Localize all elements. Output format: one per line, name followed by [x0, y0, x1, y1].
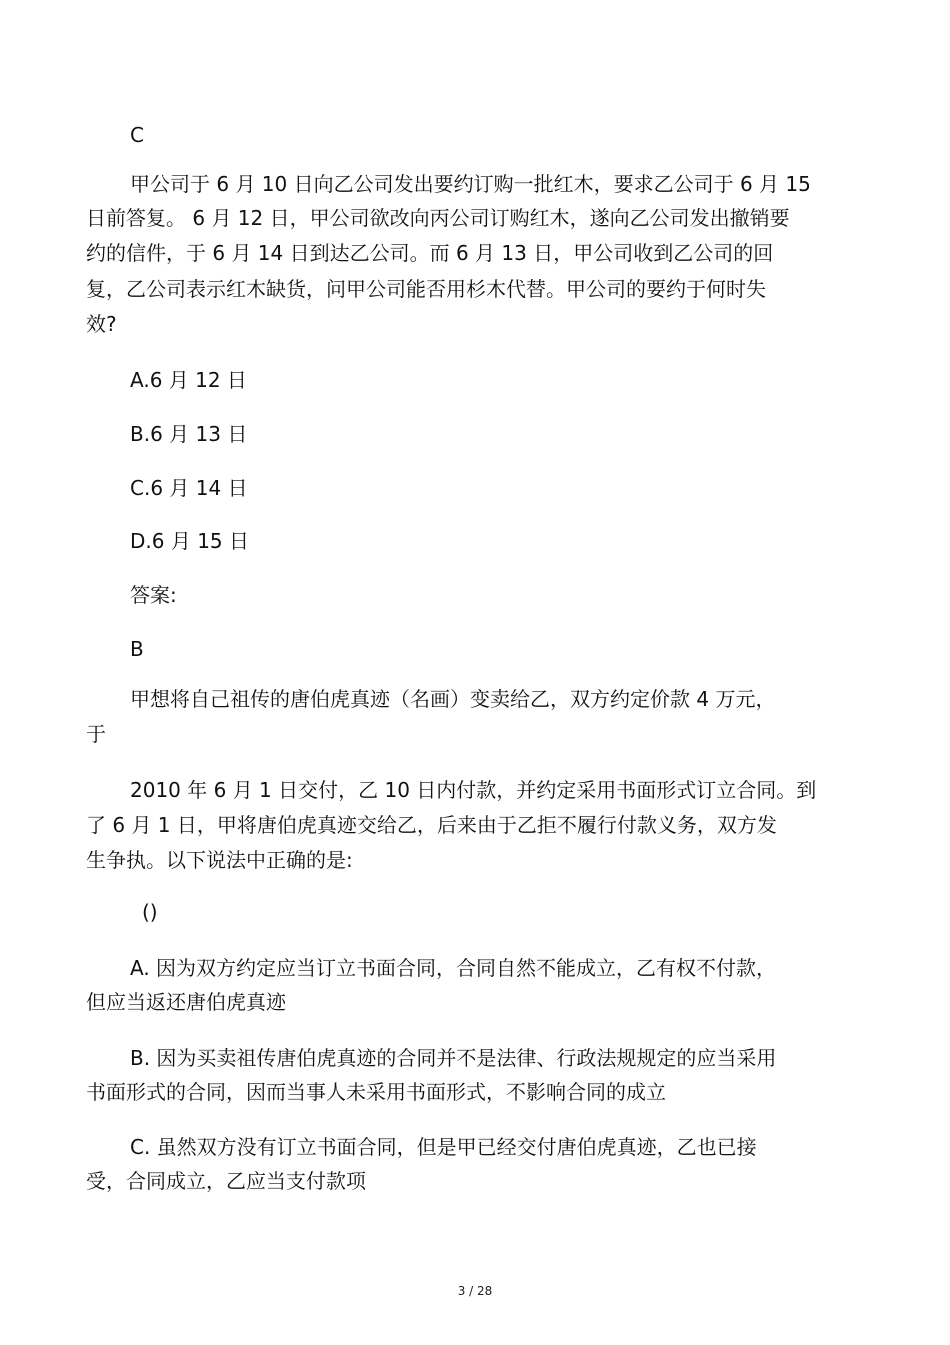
answer-label: 答案: — [130, 583, 177, 607]
blank-parentheses: () — [142, 900, 158, 924]
question-text-line: 复，乙公司表示红木缺货，问甲公司能否用杉木代替。甲公司的要约于何时失 — [86, 277, 766, 301]
option-line: C.6 月 14 日 — [130, 476, 248, 500]
option-line: C. 虽然双方没有订立书面合同，但是甲已经交付唐伯虎真迹，乙也已接 — [130, 1135, 757, 1159]
option-line: 书面形式的合同，因而当事人未采用书面形式，不影响合同的成立 — [86, 1080, 666, 1104]
question-text-line: 2010 年 6 月 1 日交付，乙 10 日内付款，并约定采用书面形式订立合同。到 — [130, 778, 817, 802]
answer-line: B — [130, 637, 144, 661]
question-text-line: 了 6 月 1 日，甲将唐伯虎真迹交给乙，后来由于乙拒不履行付款义务，双方发 — [86, 813, 777, 837]
question-text-line: 约的信件，于 6 月 14 日到达乙公司。而 6 月 13 日，甲公司收到乙公司的回 — [86, 241, 774, 265]
option-line: B. 因为买卖祖传唐伯虎真迹的合同并不是法律、行政法规规定的应当采用 — [130, 1046, 777, 1070]
option-line: D.6 月 15 日 — [130, 529, 250, 553]
question-text-line: 于 — [86, 722, 106, 746]
answer-line: C — [130, 123, 144, 147]
option-line: A. 因为双方约定应当订立书面合同，合同自然不能成立，乙有权不付款， — [130, 956, 777, 980]
question-text-line: 效? — [86, 312, 117, 336]
question-text-line: 生争执。以下说法中正确的是: — [86, 848, 353, 872]
option-line: B.6 月 13 日 — [130, 422, 248, 446]
page-number: 3 / 28 — [457, 1284, 493, 1298]
question-text-line: 日前答复。 6 月 12 日，甲公司欲改向丙公司订购红木，遂向乙公司发出撤销要 — [86, 206, 790, 230]
option-line: A.6 月 12 日 — [130, 368, 247, 392]
option-line: 但应当返还唐伯虎真迹 — [86, 990, 286, 1014]
question-text-line: 甲想将自己祖传的唐伯虎真迹（名画）变卖给乙，双方约定价款 4 万元， — [130, 687, 776, 711]
question-text-line: 甲公司于 6 月 10 日向乙公司发出要约订购一批红木，要求乙公司于 6 月 15 — [130, 172, 811, 196]
option-line: 受，合同成立，乙应当支付款项 — [86, 1169, 366, 1193]
